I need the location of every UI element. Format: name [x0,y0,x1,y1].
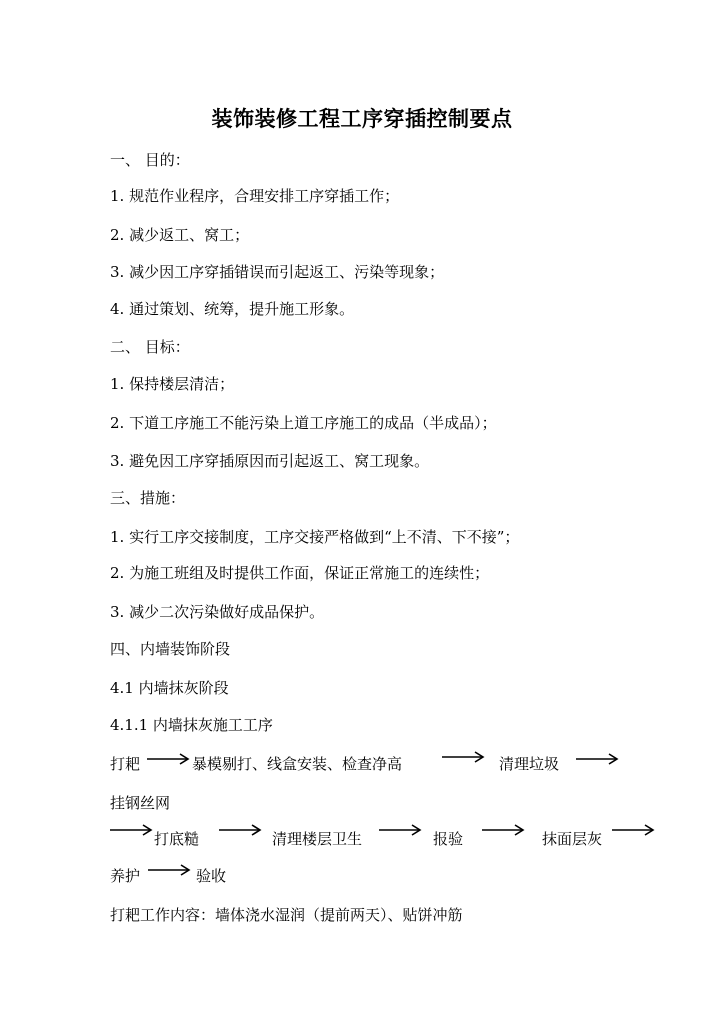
goals-item-2: 2. 下道工序施工不能污染上道工序施工的成品（半成品）； [110,414,497,432]
section-heading-interior: 四、内墙装饰阶段 [110,640,231,658]
arrow-right-icon [612,823,656,837]
flow-step-5: 打底糙 [154,830,200,848]
purpose-item-3: 3. 减少因工序穿插错误而引起返工、污染等现象； [110,263,445,281]
section-heading-measures: 三、措施： [110,489,186,507]
measures-item-2: 2. 为施工班组及时提供工作面，保证正常施工的连续性； [110,564,490,582]
arrow-right-icon [576,752,620,766]
purpose-item-2: 2. 减少返工、窝工； [110,226,250,244]
document-title: 装饰装修工程工序穿插控制要点 [211,107,513,131]
flow-step-1: 打耙 [110,755,141,773]
flow-step-9: 养护 [110,867,141,885]
flow-step-6: 清理楼层卫生 [272,830,363,848]
flow-step-3: 清理垃圾 [499,755,560,773]
purpose-item-1: 1. 规范作业程序，合理安排工序穿插工作； [110,187,400,205]
subsection-plastering-process: 4.1.1 内墙抹灰施工工序 [110,716,273,734]
purpose-item-4: 4. 通过策划、统筹，提升施工形象。 [110,300,355,318]
flow-step-10: 验收 [196,867,227,885]
flow-step-4: 挂钢丝网 [110,794,171,812]
arrow-right-icon [147,752,191,766]
arrow-right-icon [482,823,526,837]
measures-item-3: 3. 减少二次污染做好成品保护。 [110,603,325,621]
arrow-right-icon [379,823,423,837]
flow-step-7: 报验 [433,830,464,848]
section-heading-goals: 二、 目标： [110,338,190,356]
arrow-right-icon [219,823,263,837]
subsection-plastering: 4.1 内墙抹灰阶段 [110,679,229,697]
flow-step-8: 抹面层灰 [542,830,603,848]
plaster-prep-note: 打耙工作内容：墙体浇水湿润（提前两天）、贴饼冲筋 [110,906,463,924]
arrow-right-icon [148,863,192,877]
goals-item-1: 1. 保持楼层清洁； [110,375,235,393]
arrow-right-icon [110,823,154,837]
arrow-right-icon [442,750,486,764]
measures-item-1: 1. 实行工序交接制度，工序交接严格做到“上不清、下不接”； [110,528,520,546]
goals-item-3: 3. 避免因工序穿插原因而引起返工、窝工现象。 [110,452,430,470]
section-heading-purpose: 一、 目的： [110,151,190,169]
flow-step-2: 暴模剔打、线盒安装、检查净高 [192,755,403,773]
